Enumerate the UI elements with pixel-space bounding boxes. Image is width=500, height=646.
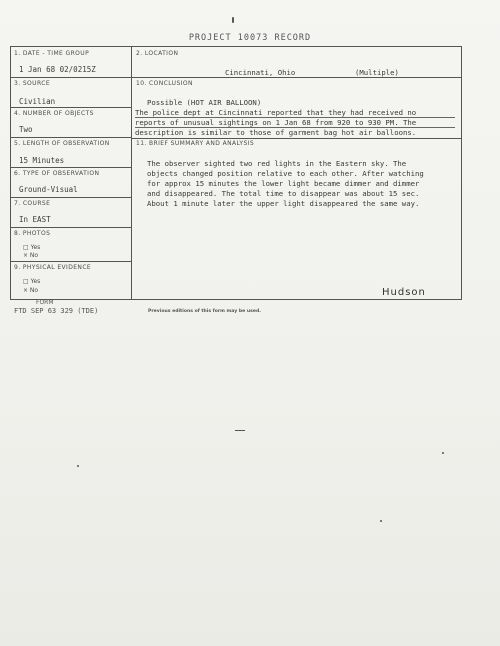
analyst-signature: Hudson	[382, 287, 426, 298]
location-value: Cincinnati, Ohio	[225, 68, 296, 77]
summary-label: 11. BRIEF SUMMARY AND ANALYSIS	[136, 140, 255, 147]
summary-line: and disappeared. The total time to disappear was about 15 sec.	[147, 189, 420, 198]
conclusion-line: The police dept at Cincinnati reported that they had received no	[135, 108, 417, 117]
evidence-no-checkbox: × No	[23, 287, 39, 294]
scan-speck	[442, 452, 444, 454]
evidence-label: 9. PHYSICAL EVIDENCE	[14, 264, 92, 271]
source-value: Civilian	[19, 97, 56, 106]
form-number: FTD SEP 63 329 (TDE)	[14, 307, 99, 315]
length-label: 5. LENGTH OF OBSERVATION	[14, 140, 110, 147]
scan-speck	[235, 430, 245, 431]
left-column	[11, 47, 132, 299]
page-title: PROJECT 10073 RECORD	[188, 33, 312, 43]
length-value: 15 Minutes	[19, 156, 65, 165]
photos-label: 8. PHOTOS	[14, 230, 51, 237]
source-label: 3. SOURCE	[14, 80, 51, 87]
form-note: Previous editions of this form may be used.	[148, 309, 262, 314]
type-label: 6. TYPE OF OBSERVATION	[14, 170, 100, 177]
date-time-label: 1. DATE - TIME GROUP	[14, 50, 90, 57]
location-label: 2. LOCATION	[136, 50, 179, 57]
date-time-value: 1 Jan 68 02/0215Z	[19, 65, 96, 74]
conclusion-line: description is similar to those of garment bag hot air balloons.	[135, 128, 417, 137]
summary-line: objects changed position relative to each other. After watching	[147, 169, 424, 178]
num-objects-label: 4. NUMBER OF OBJECTS	[14, 110, 94, 117]
evidence-yes-checkbox: □ Yes	[23, 278, 41, 285]
type-value: Ground-Visual	[19, 185, 78, 194]
record-form	[10, 46, 462, 300]
conclusion-line: Possible (HOT AIR BALLOON)	[147, 98, 262, 107]
conclusion-label: 10. CONCLUSION	[136, 80, 193, 87]
summary-line: The observer sighted two red lights in the Eastern sky. The	[147, 159, 407, 168]
summary-line: About 1 minute later the upper light disappeared the same way.	[147, 199, 420, 208]
conclusion-line: reports of unusual sightings on 1 Jan 68 from 920 to 930 PM. The	[135, 118, 417, 127]
course-label: 7. COURSE	[14, 200, 51, 207]
photos-no-checkbox: × No	[23, 252, 39, 259]
scan-speck	[77, 465, 79, 467]
num-objects-value: Two	[19, 125, 33, 134]
course-value: In EAST	[19, 215, 51, 224]
location-note: (Multiple)	[355, 68, 399, 77]
summary-line: for approx 15 minutes the lower light became dimmer and dimmer	[147, 179, 420, 188]
photos-yes-checkbox: □ Yes	[23, 244, 41, 251]
scan-speck	[232, 17, 234, 23]
form-label: FORM	[36, 299, 54, 306]
scan-speck	[380, 520, 382, 522]
